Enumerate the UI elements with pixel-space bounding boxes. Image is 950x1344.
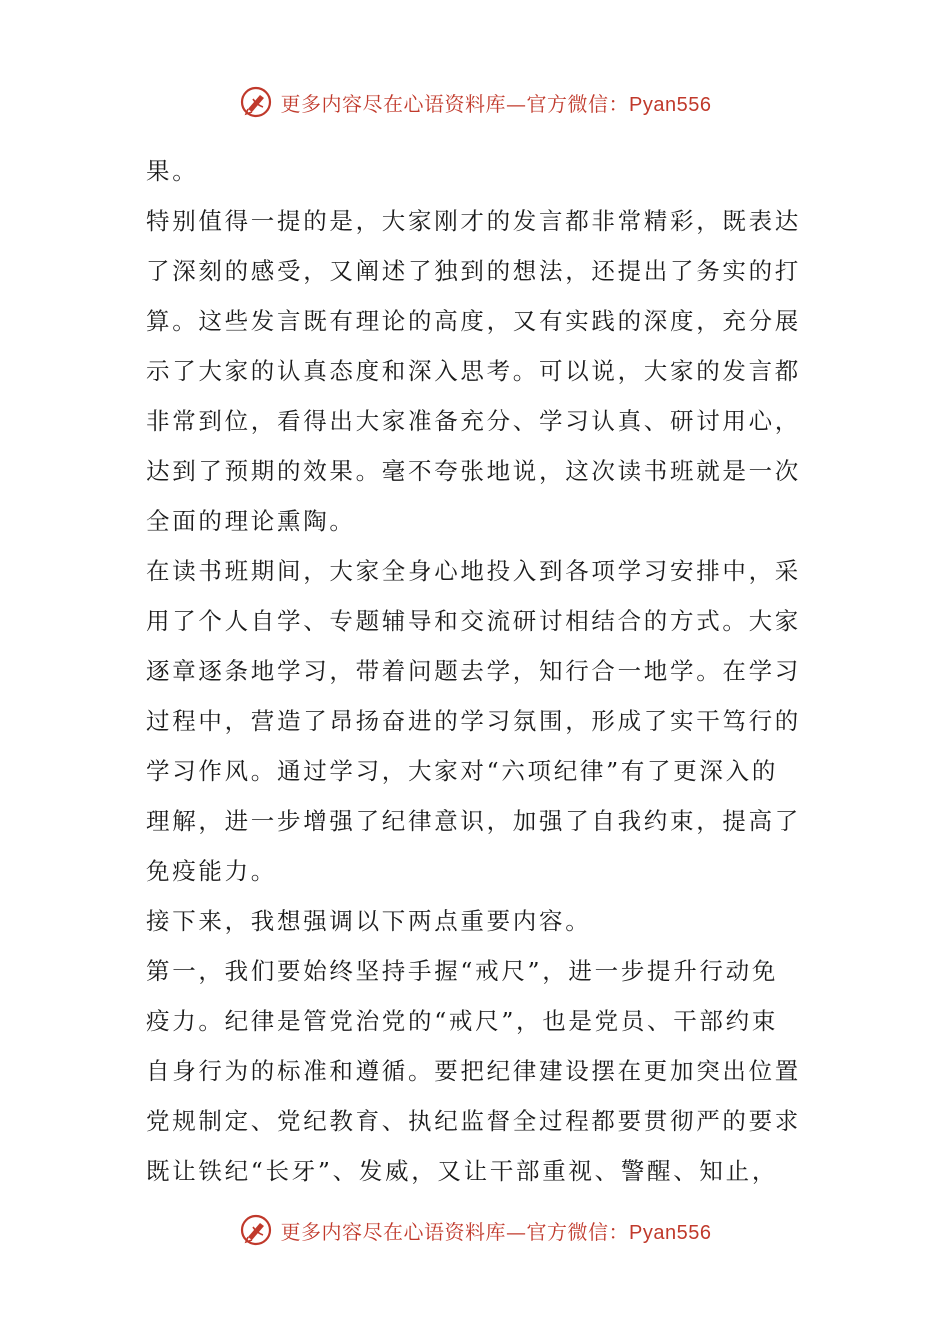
- body-line: 全面的理论熏陶。: [146, 507, 356, 535]
- header-wechat-id: Pyan556: [629, 93, 712, 116]
- document-body: [146, 146, 810, 1196]
- footer-site-text: 更多内容尽在心语资料库: [280, 1219, 507, 1244]
- header-text: [281, 88, 712, 117]
- body-line: 了深刻的感受，又阐述了独到的想法，还提出了务实的打: [146, 257, 801, 285]
- body-line: 学习作风。通过学习，大家对“六项纪律”有了更深入的: [146, 757, 779, 785]
- body-line: 疫力。纪律是管党治党的“戒尺”，也是党员、干部约束: [146, 1007, 779, 1035]
- body-line: 非常到位，看得出大家准备充分、学习认真、研讨用心，: [146, 407, 801, 435]
- body-line: 免疫能力。: [146, 857, 277, 885]
- body-line: 理解，进一步增强了纪律意识，加强了自我约束，提高了: [146, 807, 801, 835]
- header-site-text: 更多内容尽在心语资料库: [280, 91, 507, 116]
- body-line: 达到了预期的效果。毫不夸张地说，这次读书班就是一次: [146, 457, 801, 485]
- footer-wechat-id: Pyan556: [629, 1221, 712, 1244]
- body-line: 在读书班期间，大家全身心地投入到各项学习安排中，采: [146, 557, 801, 585]
- body-line: 算。这些发言既有理论的高度，又有实践的深度，充分展: [146, 307, 801, 335]
- header-banner: [0, 82, 950, 122]
- header-wechat-label: 官方微信：: [526, 91, 630, 116]
- body-line: 示了大家的认真态度和深入思考。可以说，大家的发言都: [146, 357, 801, 385]
- header-separator: —: [506, 91, 527, 116]
- body-line: 既让铁纪“长牙”、发威，又让干部重视、警醒、知止，: [146, 1157, 779, 1185]
- body-line: 过程中，营造了昂扬奋进的学习氛围，形成了实干笃行的: [146, 707, 801, 735]
- footer-text: [281, 1216, 712, 1245]
- footer-banner: [0, 1210, 950, 1250]
- pen-logo-icon: [239, 85, 273, 119]
- footer-separator: —: [506, 1219, 527, 1244]
- pen-logo-icon: [239, 1213, 273, 1247]
- footer-wechat-label: 官方微信：: [526, 1219, 630, 1244]
- body-line: 用了个人自学、专题辅导和交流研讨相结合的方式。大家: [146, 607, 801, 635]
- body-line: 逐章逐条地学习，带着问题去学，知行合一地学。在学习: [146, 657, 801, 685]
- body-line: 果。: [146, 157, 199, 185]
- body-line: 自身行为的标准和遵循。要把纪律建设摆在更加突出位置: [146, 1057, 801, 1085]
- body-line: 特别值得一提的是，大家刚才的发言都非常精彩，既表达: [146, 207, 801, 235]
- body-line: 第一，我们要始终坚持手握“戒尺”，进一步提升行动免: [146, 957, 779, 985]
- body-line: 接下来，我想强调以下两点重要内容。: [146, 907, 592, 935]
- body-line: 党规制定、党纪教育、执纪监督全过程都要贯彻严的要求: [146, 1107, 801, 1135]
